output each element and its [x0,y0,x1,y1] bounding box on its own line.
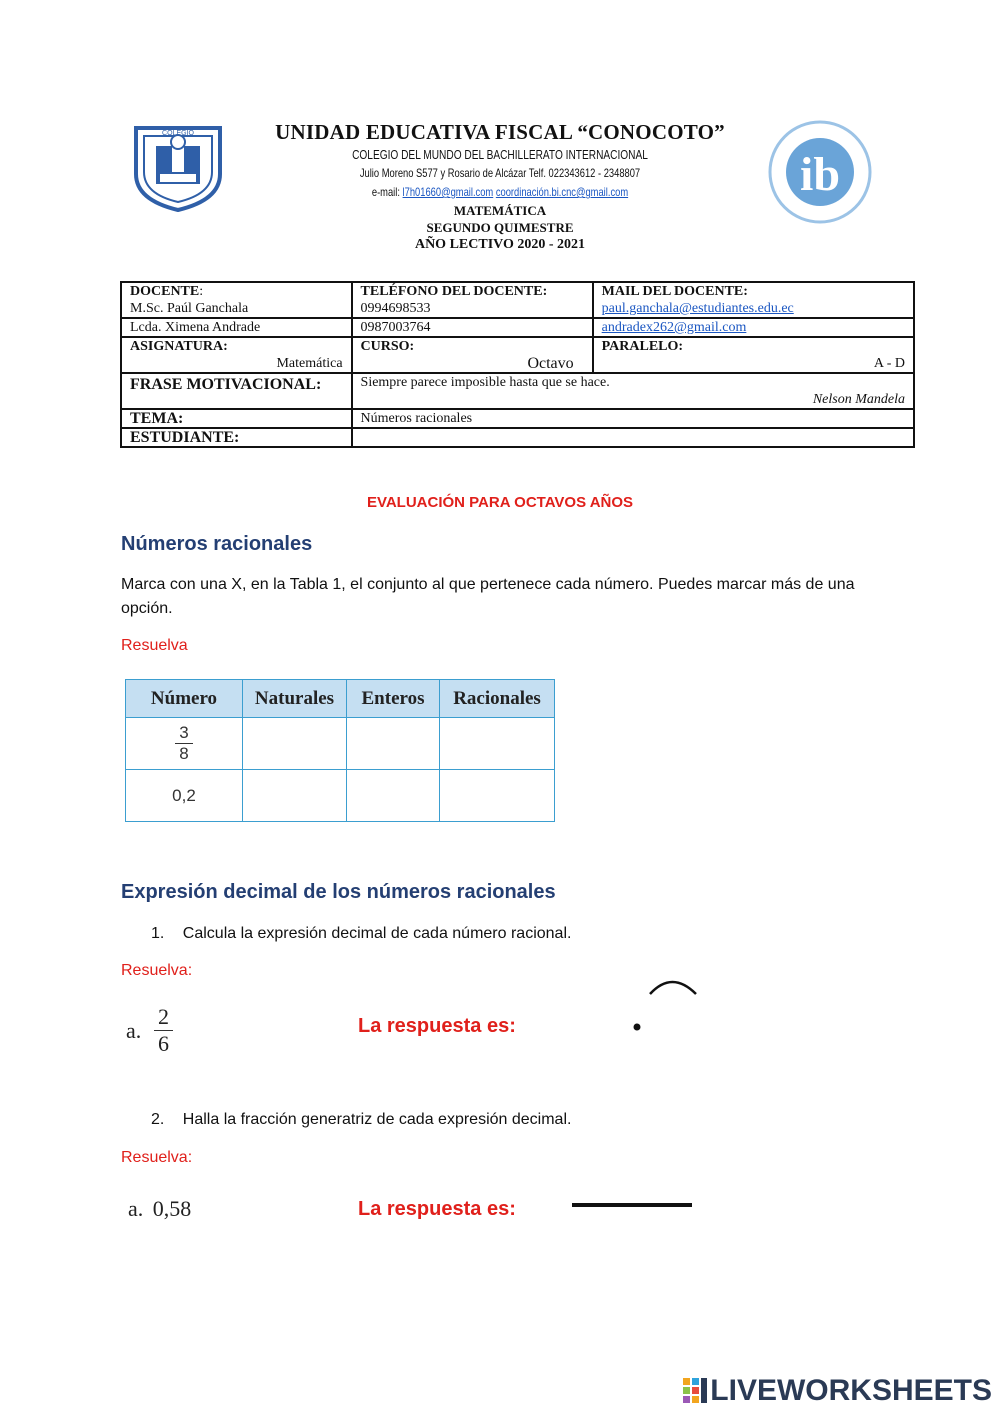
telefono-label: TELÉFONO DEL DOCENTE: [360,284,548,299]
item-1-number: 1. [151,925,165,942]
item-1-text: Calcula la expresión decimal de cada número racional. [182,925,572,942]
liveworksheets-wordmark: LIVEWORKSHEETS [710,1374,992,1407]
resuelva-label-1: Resuelva [121,637,188,654]
frase-cell [352,373,914,409]
item-2-number: 2. [151,1111,165,1128]
resuelva-label-3: Resuelva: [121,1149,193,1166]
teacher-1: M.Sc. Paúl Ganchala [130,301,249,316]
frase-author: Nelson Mandela [812,392,905,407]
estudiante-label: ESTUDIANTE: [121,428,352,447]
question-a-letter-2: a. 0,58 [128,1196,192,1221]
frase-label: FRASE MOTIVACIONAL: [121,373,352,409]
item-2 [151,1111,571,1129]
table-row [126,718,555,770]
frase-value: Siempre parece imposible hasta que se hace. [360,375,610,390]
email-link-1[interactable]: l7h01660@gmail.com [402,185,494,199]
col-header-enteros: Enteros [347,680,440,718]
asignatura-cell [121,337,352,373]
teacher-2: Lcda. Ximena Andrade [121,318,352,337]
ib-world-school-logo [764,118,876,226]
asignatura-value: Matemática [276,356,343,371]
naturales-checkbox-cell[interactable] [243,770,347,822]
enteros-checkbox-cell[interactable] [347,770,440,822]
paralelo-value: A - D [873,356,905,371]
evaluation-title: EVALUACIÓN PARA OCTAVOS AÑOS [366,494,634,511]
col-header-naturales: Naturales [243,680,347,718]
item-2-text: Halla la fracción generatriz de cada expresión decimal. [182,1111,572,1128]
mail-label: MAIL DEL DOCENTE: [601,284,748,299]
tema-label: TEMA: [121,409,352,428]
paralelo-label: PARALELO: [601,339,684,354]
mail-link-2[interactable]: andradex262@gmail.com [601,320,747,335]
number-sets-table [125,679,555,822]
answer-label-1: La respuesta es: [358,1015,516,1037]
enteros-checkbox-cell[interactable] [347,718,440,770]
col-header-racionales: Racionales [440,680,555,718]
telefono-cell [352,282,593,318]
email-label: e-mail: [371,185,400,199]
periodic-decimal-input[interactable] [630,972,702,1036]
number-cell [126,718,243,770]
docente-label: DOCENTE [130,284,200,299]
decimal-value: 0,58 [152,1196,192,1221]
curso-label: CURSO: [360,339,415,354]
item-1 [151,925,571,943]
section-1-title: Números racionales [121,533,313,555]
school-address: Julio Moreno S577 y Rosario de Alcázar Telf. 022343612 - 2348807 [359,166,641,180]
subject-title: MATEMÁTICA [453,203,547,218]
curso-value: Octavo [527,355,574,372]
fraction-2-6: $\frac{2}{6}$ [154,1004,173,1057]
naturales-checkbox-cell[interactable] [243,718,347,770]
teacher-info-table [120,281,915,448]
number-cell: 0,2 [126,770,243,822]
curso-cell [352,337,593,373]
svg-text:ib: ib [799,148,841,201]
instruction-1: Marca con una X, en la Tabla 1, el conjunto al que pertenece cada número. Puedes marcar más de una opción. [121,576,855,617]
mail-cell [593,282,914,318]
question-a-letter: a. [126,1018,142,1043]
asignatura-label: ASIGNATURA: [130,339,228,354]
term-title: SEGUNDO QUIMESTRE [426,220,574,235]
racionales-checkbox-cell[interactable] [440,770,555,822]
liveworksheets-brand [682,1373,992,1409]
school-crest-logo [128,122,228,212]
phone-2: 0987003764 [352,318,593,337]
answer-label-2: La respuesta es: [358,1198,516,1220]
col-header-numero: Número [126,680,243,718]
liveworksheets-icon [682,1376,708,1406]
phone-1: 0994698533 [360,301,431,316]
email-link-2[interactable]: coordinación.bi.cnc@gmail.com [495,185,629,199]
school-emails [297,185,703,199]
svg-text:COLEGIO: COLEGIO [162,130,194,137]
section-2-title: Expresión decimal de los números racionales [121,881,556,903]
estudiante-field[interactable] [352,428,914,447]
paralelo-cell [593,337,914,373]
year-title: AÑO LECTIVO 2020 - 2021 [414,237,586,252]
fraction-3-8: $\frac{3}{8}$ [175,723,192,764]
school-name: UNIDAD EDUCATIVA FISCAL “CONOCOTO” [275,120,725,144]
mail-link-1[interactable]: paul.ganchala@estudiantes.edu.ec [601,301,794,316]
fraction-answer-line[interactable] [572,1203,692,1207]
docente-cell: DOCENTE: M.Sc. Paúl Ganchala [121,282,352,318]
table-row [126,770,555,822]
tema-value: Números racionales [352,409,914,428]
racionales-checkbox-cell[interactable] [440,718,555,770]
college-subtitle: COLEGIO DEL MUNDO DEL BACHILLERATO INTERNACIONAL [352,147,648,162]
resuelva-label-2: Resuelva: [121,962,193,979]
